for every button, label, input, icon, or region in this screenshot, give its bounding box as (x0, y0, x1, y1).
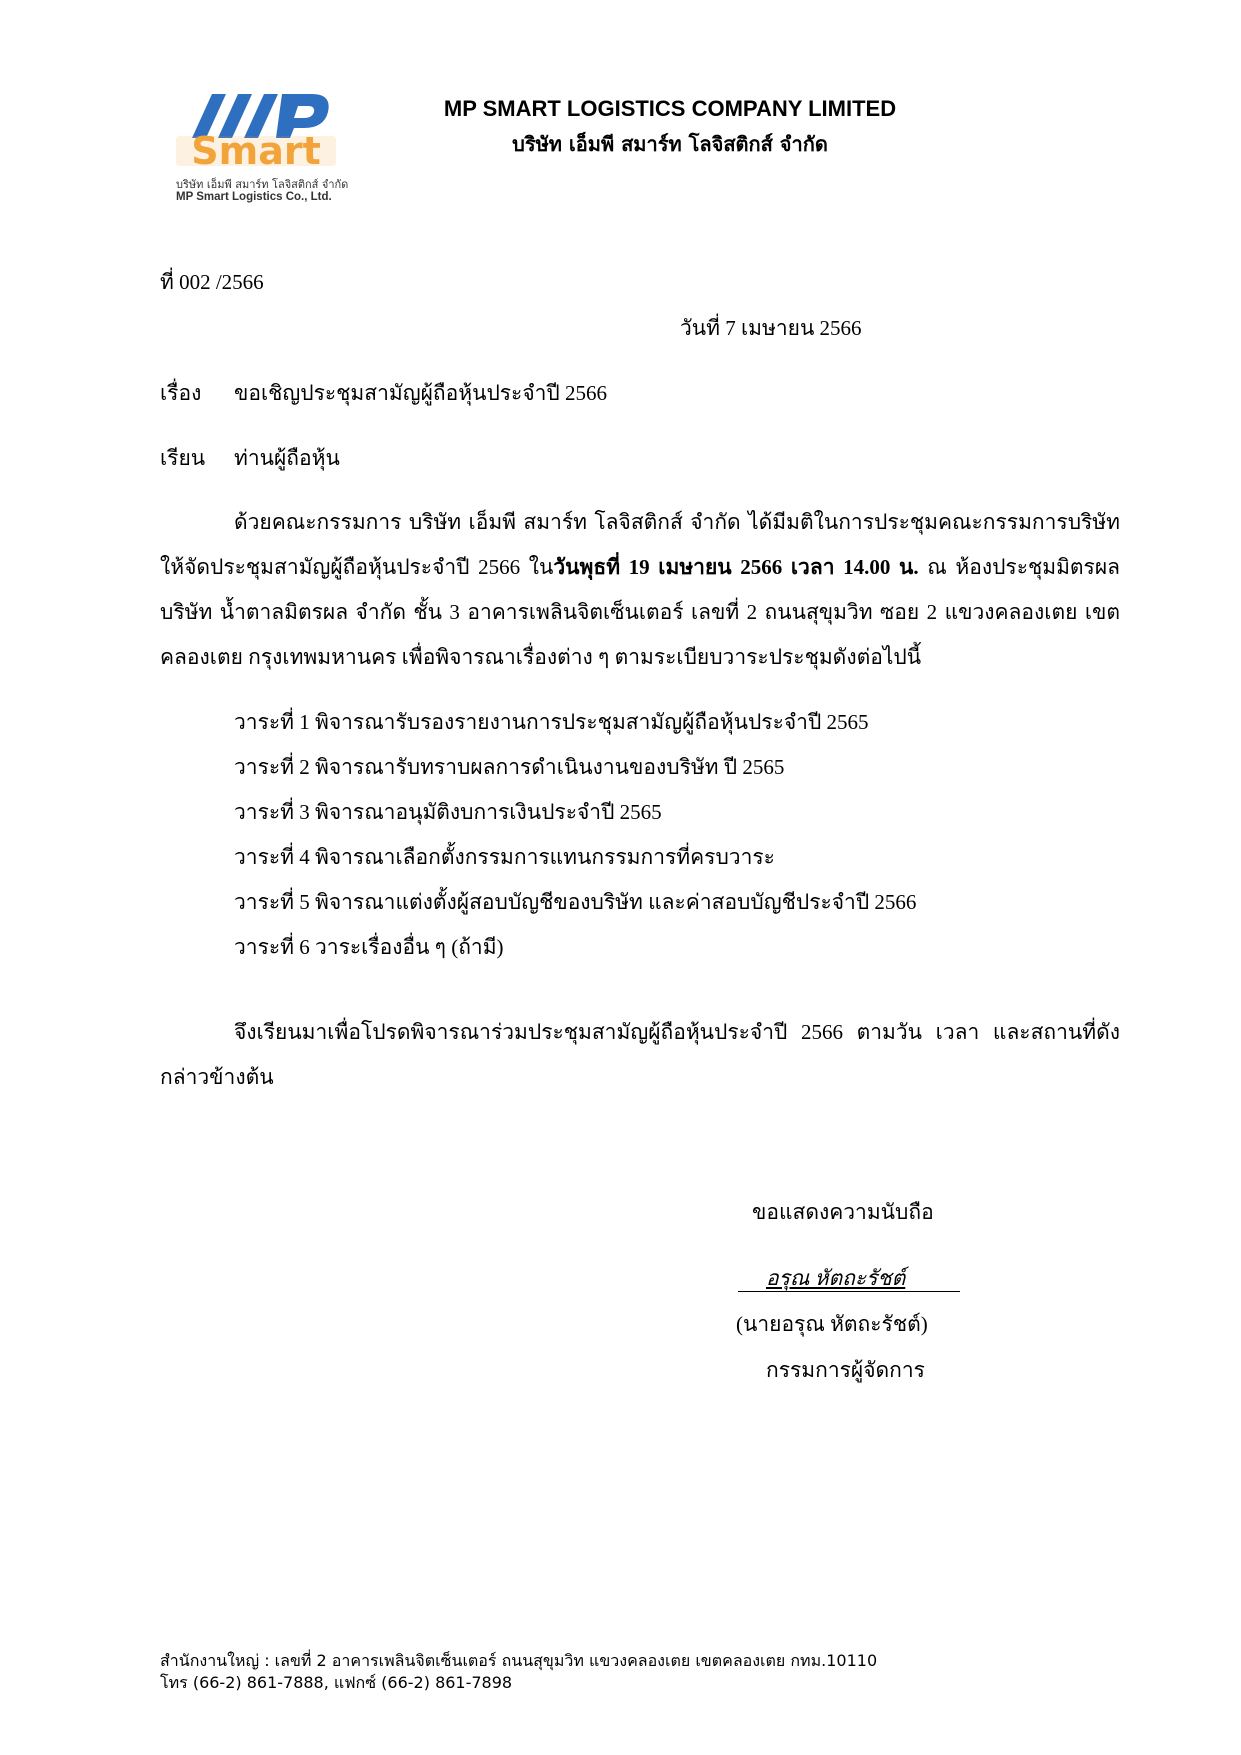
footer (160, 1650, 877, 1694)
agenda-item: วาระที่ 4 พิจารณาเลือกตั้งกรรมการแทนกรรมการที่ครบวาระ (234, 845, 775, 869)
signer-title: กรรมการผู้จัดการ (766, 1358, 925, 1382)
company-name-th: บริษัท เอ็มพี สมาร์ท โลจิสติกส์ จำกัด (512, 132, 828, 156)
body-2-text: จึงเรียนมาเพื่อโปรดพิจารณาร่วมประชุมสามัญผู้ถือหุ้นประจำปี 2566 ตามวัน เวลา และสถานที่ดังกล่าวข้างต้น (160, 1020, 1120, 1089)
agenda-item: วาระที่ 1 พิจารณารับรองรายงานการประชุมสามัญผู้ถือหุ้นประจำปี 2565 (234, 710, 869, 734)
agenda-item: วาระที่ 2 พิจารณารับทราบผลการดำเนินงานของบริษัท ปี 2565 (234, 755, 785, 779)
reference-number: ที่ 002 /2566 (160, 270, 264, 294)
to-label: เรียน (160, 446, 206, 470)
company-name-en: MP SMART LOGISTICS COMPANY LIMITED (443, 96, 897, 121)
agenda-item: วาระที่ 3 พิจารณาอนุมัติงบการเงินประจำปี 2565 (234, 800, 662, 824)
signer-name: (นายอรุณ หัตถะรัชต์) (736, 1312, 928, 1336)
signature: อรุณ หัตถะรัชต์ (766, 1266, 906, 1290)
closing: ขอแสดงความนับถือ (752, 1200, 934, 1224)
logo-wordmark: Smart (191, 129, 321, 173)
subject-label: เรื่อง (160, 381, 202, 405)
agenda-list (234, 700, 916, 970)
footer-address: สำนักงานใหญ่ : เลขที่ 2 อาคารเพลินจิตเซ็นเตอร์ ถนนสุขุมวิท แขวงคลองเตย เขตคลองเตย กทม.10110 (160, 1651, 878, 1670)
logo-subtitle-en: MP Smart Logistics Co., Ltd. (176, 191, 332, 203)
body-paragraph-2 (160, 1010, 1120, 1100)
body-1-text-b: ณ ห้องประชุมมิตรผล บริษัท น้ำตาลมิตรผล จำกัด ชั้น 3 อาคารเพลินจิตเซ็นเตอร์ เลขที่ 2 ถนนสุขุมวิท ซอย 2 แขวงคลองเตย เขตคลองเตย กรุงเทพมหานคร เพื่อพิจารณาเรื่องต่าง ๆ ตามระเบียบวาระประชุมดังต่อไปนี้ (160, 555, 1121, 669)
body-1-text-a: ด้วยคณะกรรมการ บริษัท เอ็มพี สมาร์ท โลจิสติกส์ จำกัด ได้มีมติในการประชุมคณะกรรมการบริษัท ให้จัดประชุมสามัญผู้ถือหุ้นประจำปี 2566 ใน (160, 510, 1120, 579)
logo-subtitle-th: บริษัท เอ็มพี สมาร์ท โลจิสติกส์ จำกัด (176, 178, 349, 191)
agenda-item: วาระที่ 6 วาระเรื่องอื่น ๆ (ถ้ามี) (234, 935, 504, 959)
letter-date: วันที่ 7 เมษายน 2566 (680, 316, 862, 340)
footer-contact: โทร (66-2) 861-7888, แฟกซ์ (66-2) 861-7898 (160, 1673, 513, 1692)
body-paragraph-1 (160, 500, 1120, 680)
meeting-datetime: วันพุธที่ 19 เมษายน 2566 เวลา 14.00 น. (553, 555, 919, 579)
agenda-item: วาระที่ 5 พิจารณาแต่งตั้งผู้สอบบัญชีของบริษัท และค่าสอบบัญชีประจำปี 2566 (234, 890, 917, 914)
subject-text: ขอเชิญประชุมสามัญผู้ถือหุ้นประจำปี 2566 (234, 381, 608, 405)
signature-line (738, 1291, 960, 1292)
to-text: ท่านผู้ถือหุ้น (234, 446, 340, 470)
